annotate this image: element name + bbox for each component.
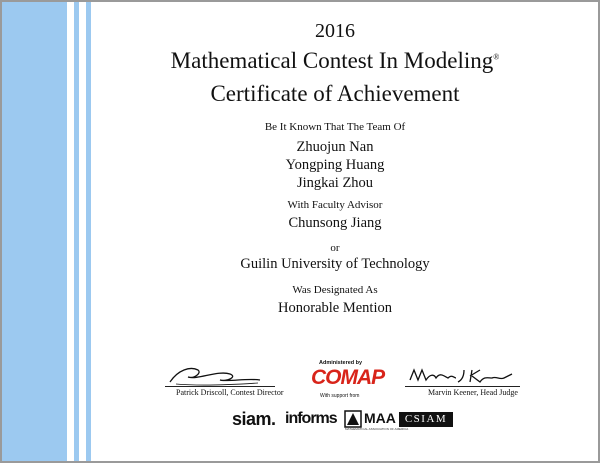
team-member: Jingkai Zhou <box>296 175 374 191</box>
judge-signature <box>408 366 518 386</box>
comap-logo: COMAP <box>311 366 385 389</box>
advisor-name: Chunsong Jiang <box>288 215 382 231</box>
maa-logo: MAA <box>364 410 396 426</box>
csiam-logo: CSIAM <box>399 412 453 427</box>
team-member: Yongping Huang <box>285 157 385 173</box>
designation-award: Honorable Mention <box>278 300 392 316</box>
institution-name: Guilin University of Technology <box>240 256 430 272</box>
informs-logo: informs <box>285 410 337 427</box>
team-member: Zhuojun Nan <box>296 139 374 155</box>
maa-subtitle: MATHEMATICAL ASSOCIATION OF AMERICA <box>345 427 409 431</box>
judge-signature-line <box>405 386 520 387</box>
director-caption: Patrick Driscoll, Contest Director <box>176 388 284 397</box>
maa-emblem-icon <box>344 410 362 428</box>
administered-by-label: Administered by <box>319 360 363 366</box>
designation-label: Was Designated As <box>292 284 378 296</box>
director-signature-line <box>165 386 275 387</box>
contest-title-text: Mathematical Contest In Modeling <box>170 48 494 73</box>
decorative-stripe <box>2 2 67 461</box>
contest-year: 2016 <box>315 20 355 42</box>
judge-caption: Marvin Keener, Head Judge <box>428 388 518 397</box>
director-signature <box>168 364 263 388</box>
decorative-stripe <box>74 2 79 461</box>
or-label: or <box>330 242 340 254</box>
intro-text: Be It Known That The Team Of <box>264 121 406 133</box>
with-support-label: With support from <box>320 393 360 399</box>
certificate-title: Certificate of Achievement <box>210 81 460 106</box>
advisor-label: With Faculty Advisor <box>287 199 383 211</box>
contest-title <box>95 48 575 74</box>
siam-logo: siam. <box>232 409 276 429</box>
decorative-stripe <box>86 2 91 461</box>
registered-mark: ® <box>493 52 500 62</box>
